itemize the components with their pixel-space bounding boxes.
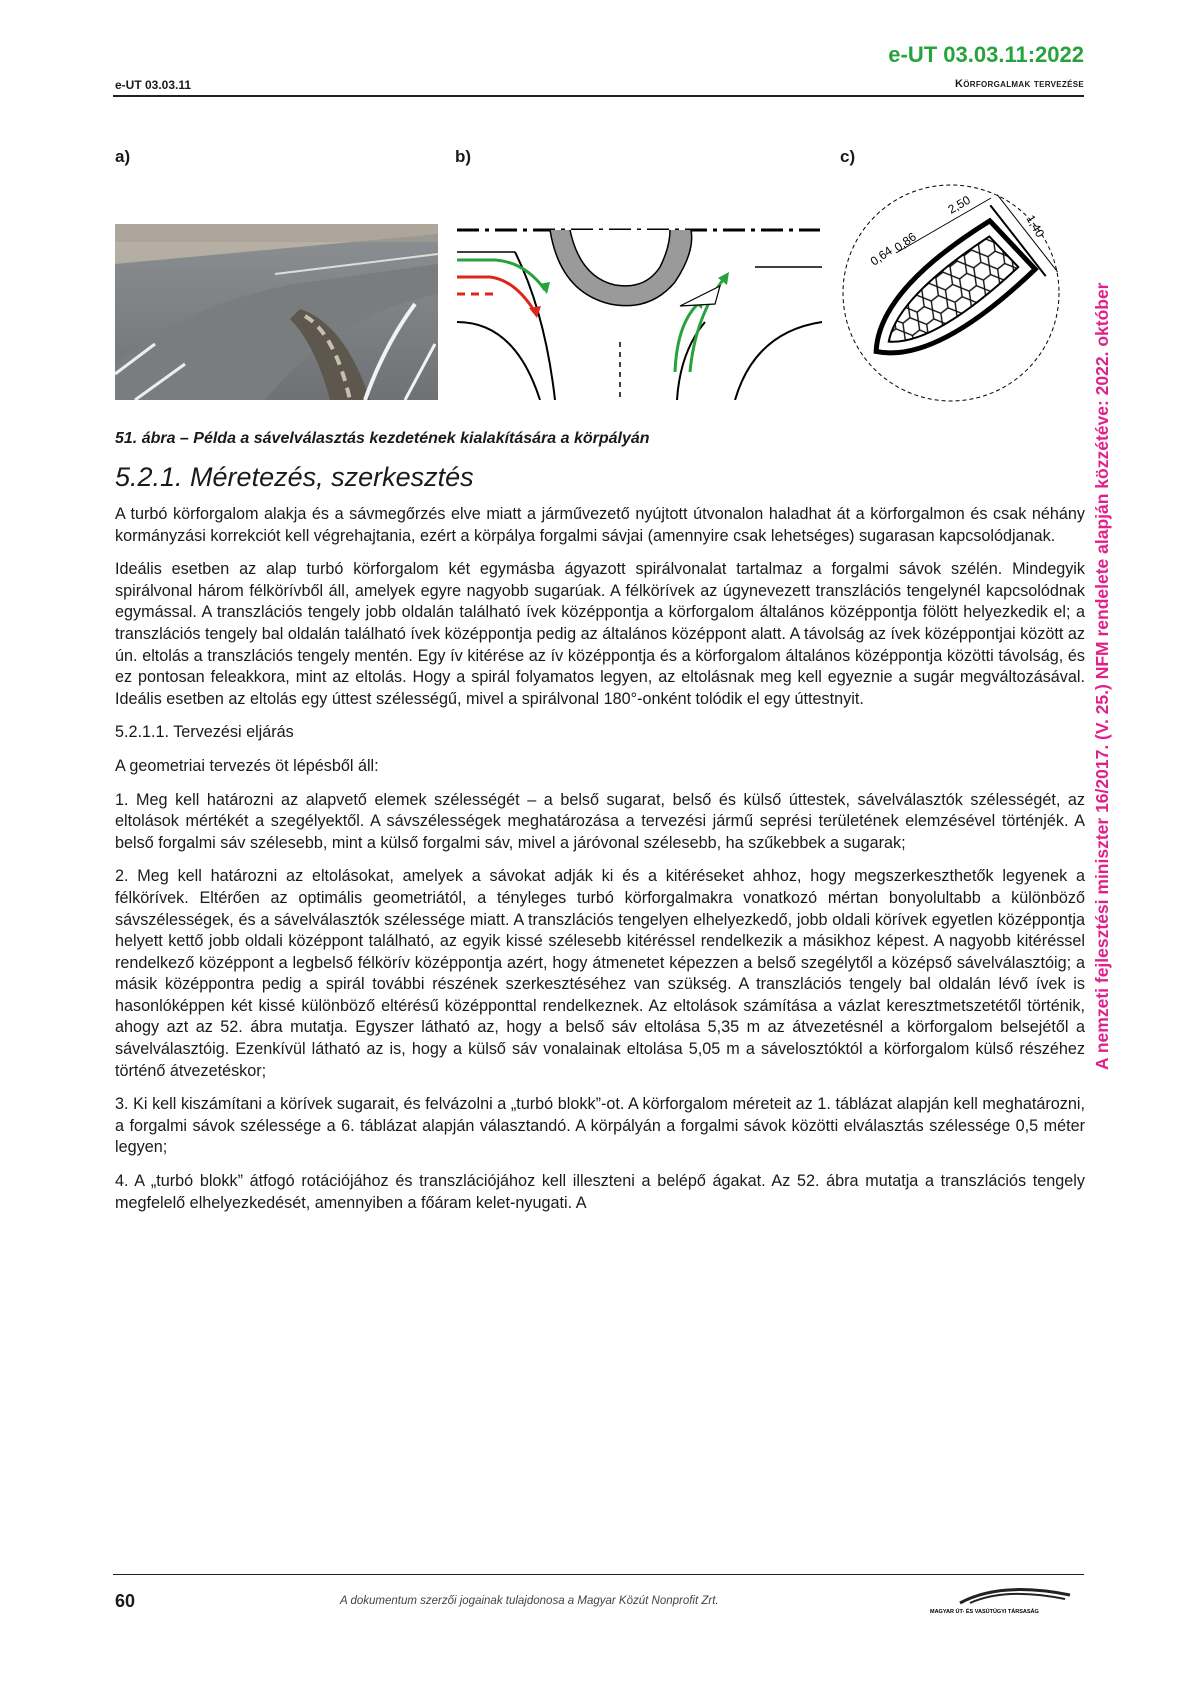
paragraph: A geometriai tervezés öt lépésből áll: xyxy=(115,756,379,775)
paragraph: Ideális esetben az alap turbó körforgalom két egymásba ágyazott spirálvonalat tartalmaz a forgalmi sávok szélén. Mindegyik spirálvonal három félkörívből áll, amelyek egyre nagyobb sugarúak. A félkörívek az úgynevezett transzlációs tengelynél kapcsolódnak egymással. A transzlációs tengely jobb oldalán található ívek középpontja a körforgalom általános középpontja fölött helyezkedik el; a transzlációs tengely bal oldalán található ívek középpontja pedig az általános középpont alatt. A távolság az ívek középpontjai között az ún. eltolás a transzlációs tengely mentén. Egy ív kitérése az ív középpontja és a körforgalom általános középpontja közötti távolság, és ez pontosan feleakkora, mint az eltolás. Hogy a spirál folyamatos legyen, az eltolásnak meg kell egyeznie a sugár megváltozásával. Ideális esetben az eltolás egy úttest szélességű, mivel a spirálvonal 180°-onként tolódik el egy úttestnyit. xyxy=(115,560,1085,708)
divider-detail-drawing xyxy=(836,178,1086,406)
paragraph: 1. Meg kell határozni az alapvető elemek szélességét – a belső sugarat, belső és külső úttestek, sávelválasztók szélességét, az eltolások mértékét a szegélyektől. A sávszélességek meghatározása a tervezési jármű seprési területének elemzésével történjék. A belső forgalmi sáv szélesebb, mint a külső forgalmi sáv, mivel a járóvonal szélesebb, ha szűkebbek a sugarak; xyxy=(115,790,1085,852)
figure-label-a: a) xyxy=(115,147,131,166)
figure-label-b: b) xyxy=(455,147,472,166)
dim-label-end: 1,40 xyxy=(1023,212,1048,240)
document-code: e-UT 03.03.11:2022 xyxy=(888,42,1084,67)
footer-copyright: A dokumentum szerzői jogainak tulajdonosa a Magyar Közút Nonprofit Zrt. xyxy=(340,1595,719,1607)
body-text xyxy=(115,504,1085,1226)
society-logo-icon xyxy=(930,1585,1080,1615)
footer-rule xyxy=(113,1574,1084,1575)
paragraph: 3. Ki kell kiszámítani a körívek sugarait, és felvázolni a „turbó blokk”-ot. A körforgalom méreteit az 1. táblázat alapján kell meghatározni, a forgalmi sávok szélessége a 6. táblázat alapján választandó. A körpályán a forgalmi sávok közötti elválasztás szélessége 0,5 méter legyen; xyxy=(115,1095,1085,1157)
paragraph: 2. Meg kell határozni az eltolásokat, amelyek a sávokat adják ki és a kitéréseket ahhoz, hogy megszerkeszthetők legyenek a félkörívek. Eltérően az optimális geometriától, a tényleges turbó körforgalmakra vonatkozó mértan bonyolultabb a különböző sávszélességek, és a sávelválasztók szélessége miatt. A transzlációs tengelyen elhelyezkedő, jobb oldali körívek egyetlen középpontja helyett kettő jobb oldali középpont található, az egyik kissé szélesebb kitéréssel rendelkezik a másikhoz képest. A nagyobb kitéréssel rendelkező középpont a legbelső félkörív középpontja azért, hogy átmenetet képezzen a belső szegélytől a középső sávelválasztóig; a másik középpontra pedig a spirál további részének szerkesztéséhez van szükség. A transzlációs tengely bal oldalán lévő ívek is hasonlóképpen két kissé különböző eltérésű középponttal rendelkeznek. Az eltolások számítása a vázlat keresztmetszetétől történik, ahogy azt az 52. ábra mutatja. Egyszer látható az, hogy a belső sáv eltolása 5,35 m az átvezetésnél a körforgalom belsejétől a sávelválasztóig. Ezenkívül látható az is, hogy a külső sáv vonalainak eltolása 5,05 m a sávelosztóktól a körforgalom külső részéhez történő átvezetéskor; xyxy=(115,867,1085,1080)
dim-label-mid: 0,86 xyxy=(891,229,919,255)
road-photo xyxy=(115,224,438,400)
header-rule xyxy=(113,95,1084,97)
paragraph: 4. A „turbó blokk” átfogó rotációjához és transzlációjához kell illeszteni a belépő ágakat. Az 52. ábra mutatja a transzlációs tengely megfelelő elhelyezkedését, amennyiben a főáram kelet-nyugati. A xyxy=(115,1172,1085,1212)
paragraph: A turbó körforgalom alakja és a sávmegőrzés elve miatt a járművezető nyújtott útvonalon haladhat át a körforgalmon és csak néhány kormányzási korrekciót kell végrehajtania, ezért a körpálya forgalmi sávjai (amennyire csak lehetséges) sugarasan kapcsolódjanak. xyxy=(115,505,1085,545)
side-note-text: A nemzeti fejlesztési miniszter 16/2017. (V. 25.) NFM rendelete alapján közzétéve: 2022. október xyxy=(1092,282,1112,1070)
header-right: Körforgalmak tervezése xyxy=(954,78,1084,90)
figure-label-c: c) xyxy=(840,147,856,166)
header-left: e-UT 03.03.11 xyxy=(115,78,192,92)
figure-caption: 51. ábra – Példa a sávelválasztás kezdetének kialakítására a körpályán xyxy=(115,430,650,447)
logo-text: MAGYAR ÚT- ÉS VASÚTÜGYI TÁRSASÁG xyxy=(930,1609,1039,1615)
dim-label-width: 2,50 xyxy=(945,192,973,217)
page-number: 60 xyxy=(115,1591,136,1611)
dim-label-small: 0,64 xyxy=(867,243,895,269)
subheading: 5.2.1.1. Tervezési eljárás xyxy=(115,723,294,742)
section-heading: 5.2.1. Méretezés, szerkesztés xyxy=(115,462,474,492)
lane-split-schematic xyxy=(455,222,822,400)
